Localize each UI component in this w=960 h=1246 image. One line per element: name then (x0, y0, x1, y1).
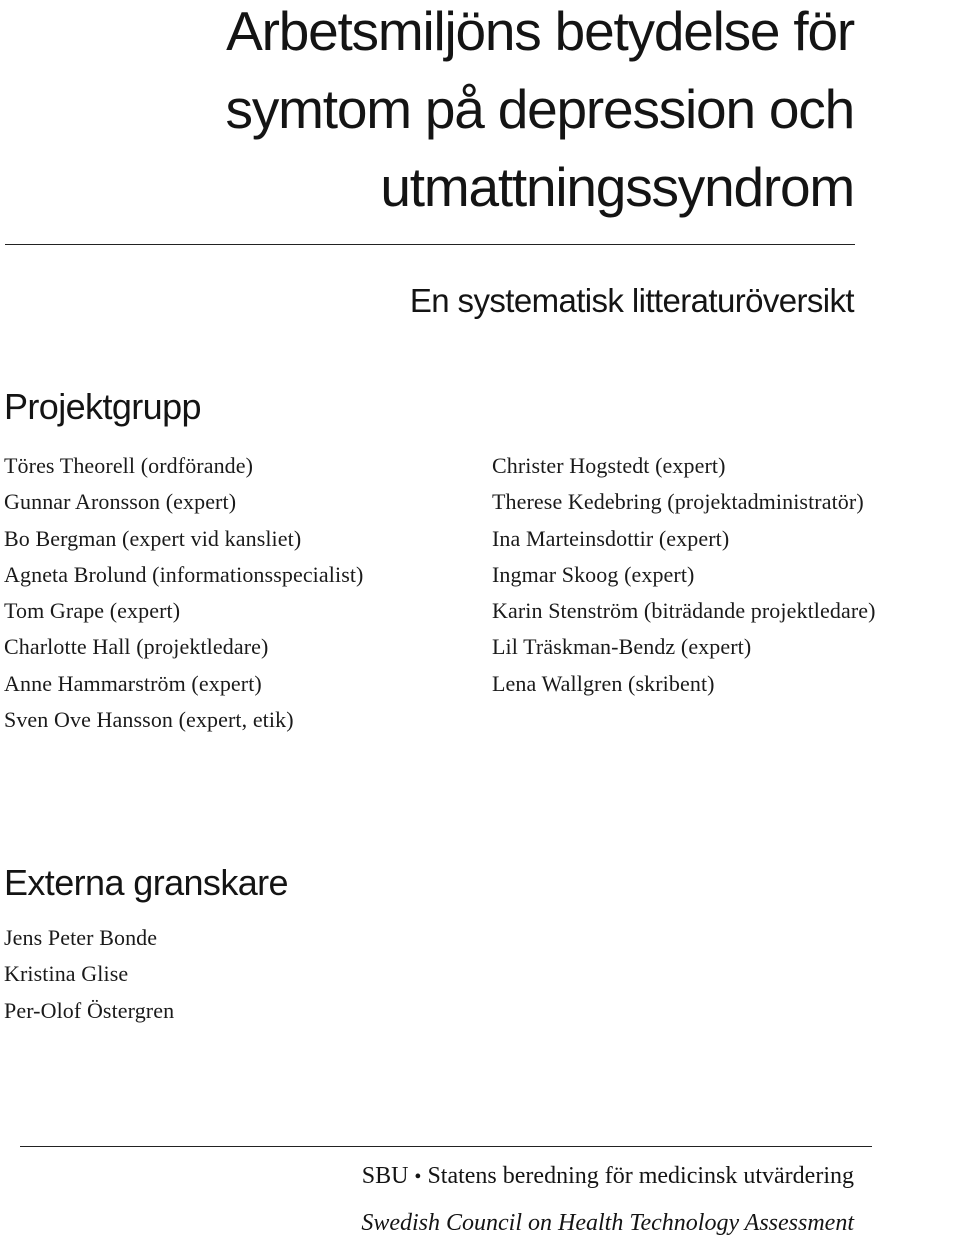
project-group-heading: Projektgrupp (4, 386, 201, 427)
list-item: Sven Ove Hansson (expert, etik) (4, 707, 294, 733)
footer-divider (20, 1146, 872, 1147)
external-reviewers-heading: Externa granskare (4, 862, 288, 903)
list-item: Bo Bergman (expert vid kansliet) (4, 525, 302, 551)
org-abbreviation: SBU (361, 1163, 409, 1189)
list-item: Kristina Glise (4, 961, 129, 987)
bullet-separator: • (414, 1166, 422, 1188)
list-item: Lena Wallgren (skribent) (492, 670, 715, 696)
org-name-swedish: Statens beredning för medicinsk utvärdering (427, 1163, 854, 1189)
list-item: Lil Träskman-Bendz (expert) (492, 634, 752, 660)
list-item: Charlotte Hall (projektledare) (4, 634, 269, 660)
project-group-right-column (492, 448, 876, 702)
list-item: Karin Stenström (biträdande projektledare) (492, 598, 876, 624)
external-reviewers-list (4, 920, 174, 1029)
title-line-3: utmattningssyndrom (380, 156, 854, 218)
list-item: Per-Olof Östergren (4, 997, 175, 1023)
list-item: Agneta Brolund (informationsspecialist) (4, 561, 364, 587)
title-divider (5, 244, 855, 245)
list-item: Ingmar Skoog (expert) (492, 561, 695, 587)
list-item: Tom Grape (expert) (4, 598, 181, 624)
list-item: Therese Kedebring (projektadministratör) (492, 489, 864, 515)
org-name-english: Swedish Council on Health Technology Assessment (361, 1210, 854, 1236)
list-item: Christer Hogstedt (expert) (492, 453, 726, 478)
list-item: Jens Peter Bonde (4, 925, 158, 950)
list-item: Töres Theorell (ordförande) (4, 453, 254, 478)
project-group-left-column (4, 448, 364, 738)
list-item: Gunnar Aronsson (expert) (4, 489, 237, 515)
list-item: Anne Hammarström (expert) (4, 670, 262, 696)
footer-organization (362, 1163, 854, 1190)
list-item: Ina Marteinsdottir (expert) (492, 525, 730, 551)
document-title (94, 0, 854, 226)
title-line-2: symtom på depression och (225, 78, 854, 140)
title-line-1: Arbetsmiljöns betydelse för (226, 0, 854, 62)
document-subtitle: En systematisk litteraturöversikt (409, 282, 854, 319)
